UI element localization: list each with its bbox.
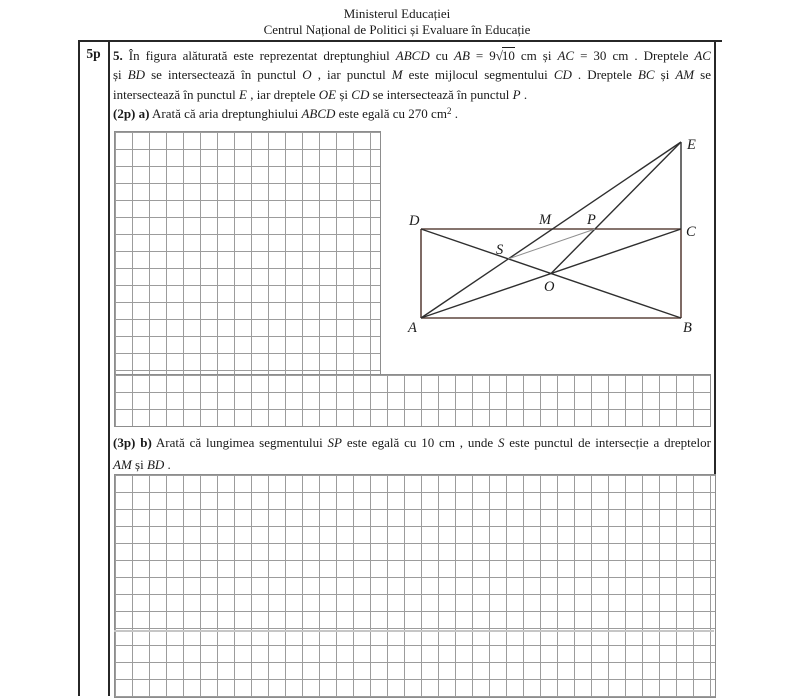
figure-label-O: O (544, 279, 555, 295)
part-b-line-2: AM și BD . (113, 457, 171, 472)
header-center: Centrul Național de Politici și Evaluare în Educație (263, 22, 531, 37)
sqrt-radical: √ (495, 48, 502, 63)
table-left-border (78, 40, 80, 696)
part-b-line-1: (3p) b) Arată că lungimea segmentului SP este egală cu 10 cm , unde S este punctul de intersecție a dreptelor (113, 435, 711, 450)
geometry-figure (398, 128, 718, 350)
answer-grid-b-divider (114, 630, 714, 632)
table-column-divider (108, 40, 110, 696)
part-b-statement (113, 432, 711, 476)
problem-line-2: și BD se intersectează în punctul O , iar punctul M este mijlocul segmentului CD . Dreptele BC și AM se (113, 67, 711, 83)
problem-part-a: (2p) a) Arată că aria dreptunghiului ABCD este egală cu 270 $cm^2$ . (113, 105, 458, 121)
figure-label-P: P (587, 212, 596, 228)
answer-grid-a-strip (114, 374, 711, 427)
figure-label-M: M (539, 212, 552, 228)
problem-line-1: 5. În figura alăturată este reprezentat dreptunghiul ABCD cu AB = 9√10 cm și AC = 30 cm . Dreptele AC (113, 48, 711, 63)
figure-segment-SP (508, 229, 595, 259)
figure-label-D: D (409, 213, 420, 229)
score-points: 5p (86, 46, 101, 61)
figure-label-B: B (683, 320, 692, 336)
figure-label-E: E (687, 137, 696, 153)
table-top-border (78, 40, 722, 42)
problem-line-3: intersectează în punctul E , iar dreptele OE și CD se intersectează în punctul P . (113, 86, 528, 102)
figure-line-OPE (551, 142, 681, 274)
figure-label-C: C (686, 224, 696, 240)
header-ministry: Ministerul Educației (343, 6, 451, 21)
figure-label-S: S (496, 242, 504, 258)
figure-label-A: A (408, 320, 417, 336)
sqrt-radicand: 10 (501, 48, 515, 63)
superscript-2: 2 (446, 105, 452, 116)
answer-grid-b (114, 474, 716, 698)
answer-grid-a-left (114, 131, 381, 376)
problem-statement (113, 46, 711, 123)
